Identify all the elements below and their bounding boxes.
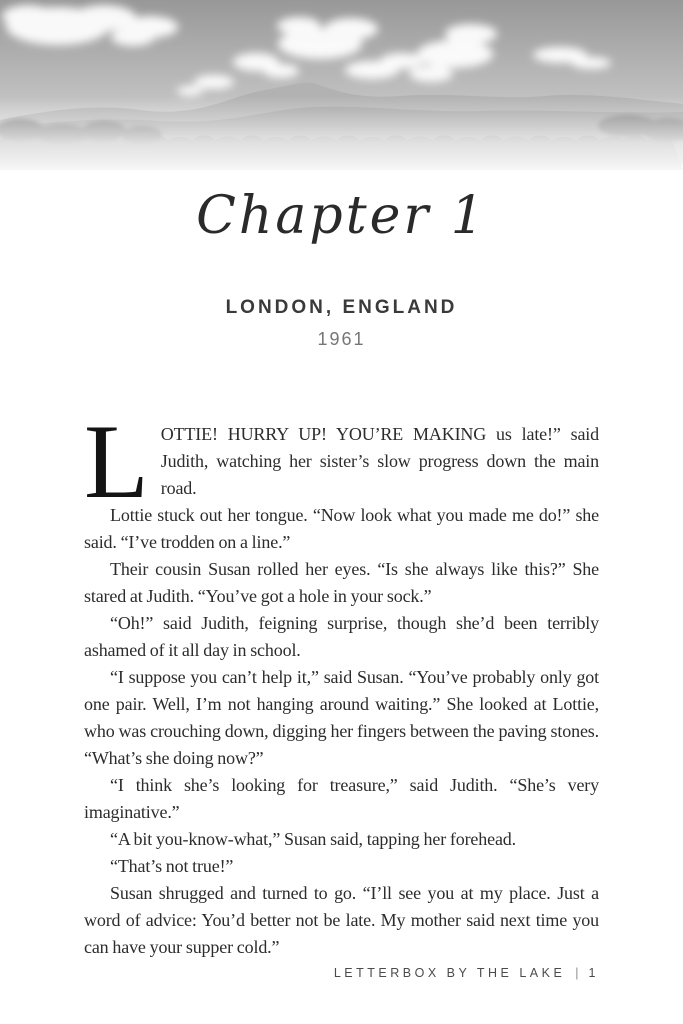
footer-divider: | xyxy=(575,966,579,980)
drop-cap: L xyxy=(84,403,149,520)
paragraph: “Oh!” said Judith, feigning surprise, though she’d been terribly ashamed of it all day in school. xyxy=(84,613,599,660)
footer-title: LETTERBOX BY THE LAKE xyxy=(333,966,566,980)
paragraph: “I suppose you can’t help it,” said Susan. “You’ve probably only got one pair. Well, I’m not hanging around waiting.” She looked at Lottie, who was crouching down, digging her fingers between the paving stones. “What’s she doing now?” xyxy=(84,667,599,768)
year-heading: 1961 xyxy=(317,329,366,349)
hero-landscape-image xyxy=(0,0,683,190)
body-text xyxy=(84,403,599,961)
paragraph: “A bit you-know-what,” Susan said, tapping her forehead. xyxy=(110,829,516,849)
paragraph: Susan shrugged and turned to go. “I’ll see you at my place. Just a word of advice: You’d better not be late. My mother said next time you can have your supper cold.” xyxy=(84,883,599,957)
paragraph: Their cousin Susan rolled her eyes. “Is she always like this?” She stared at Judith. “You’ve got a hole in your sock.” xyxy=(84,559,599,606)
paragraph: “That’s not true!” xyxy=(110,856,234,876)
opening-paragraph xyxy=(84,403,599,520)
paragraph: “I think she’s looking for treasure,” said Judith. “She’s very imaginative.” xyxy=(84,775,599,822)
footer-page-number: 1 xyxy=(588,966,599,980)
paragraph: Lottie stuck out her tongue. “Now look what you made me do!” she said. “I’ve trodden on a line.” xyxy=(84,505,599,552)
location-heading: LONDON, ENGLAND xyxy=(225,297,458,318)
chapter-heading: Chapter 1 xyxy=(196,186,487,246)
lake-fog xyxy=(0,96,683,180)
body-paragraphs xyxy=(84,502,599,961)
book-footer xyxy=(334,966,599,980)
opening-paragraph-text: OTTIE! HURRY UP! YOU’RE MAKING us late!” said Judith, watching her sister’s slow progress down the main road. xyxy=(160,424,599,498)
